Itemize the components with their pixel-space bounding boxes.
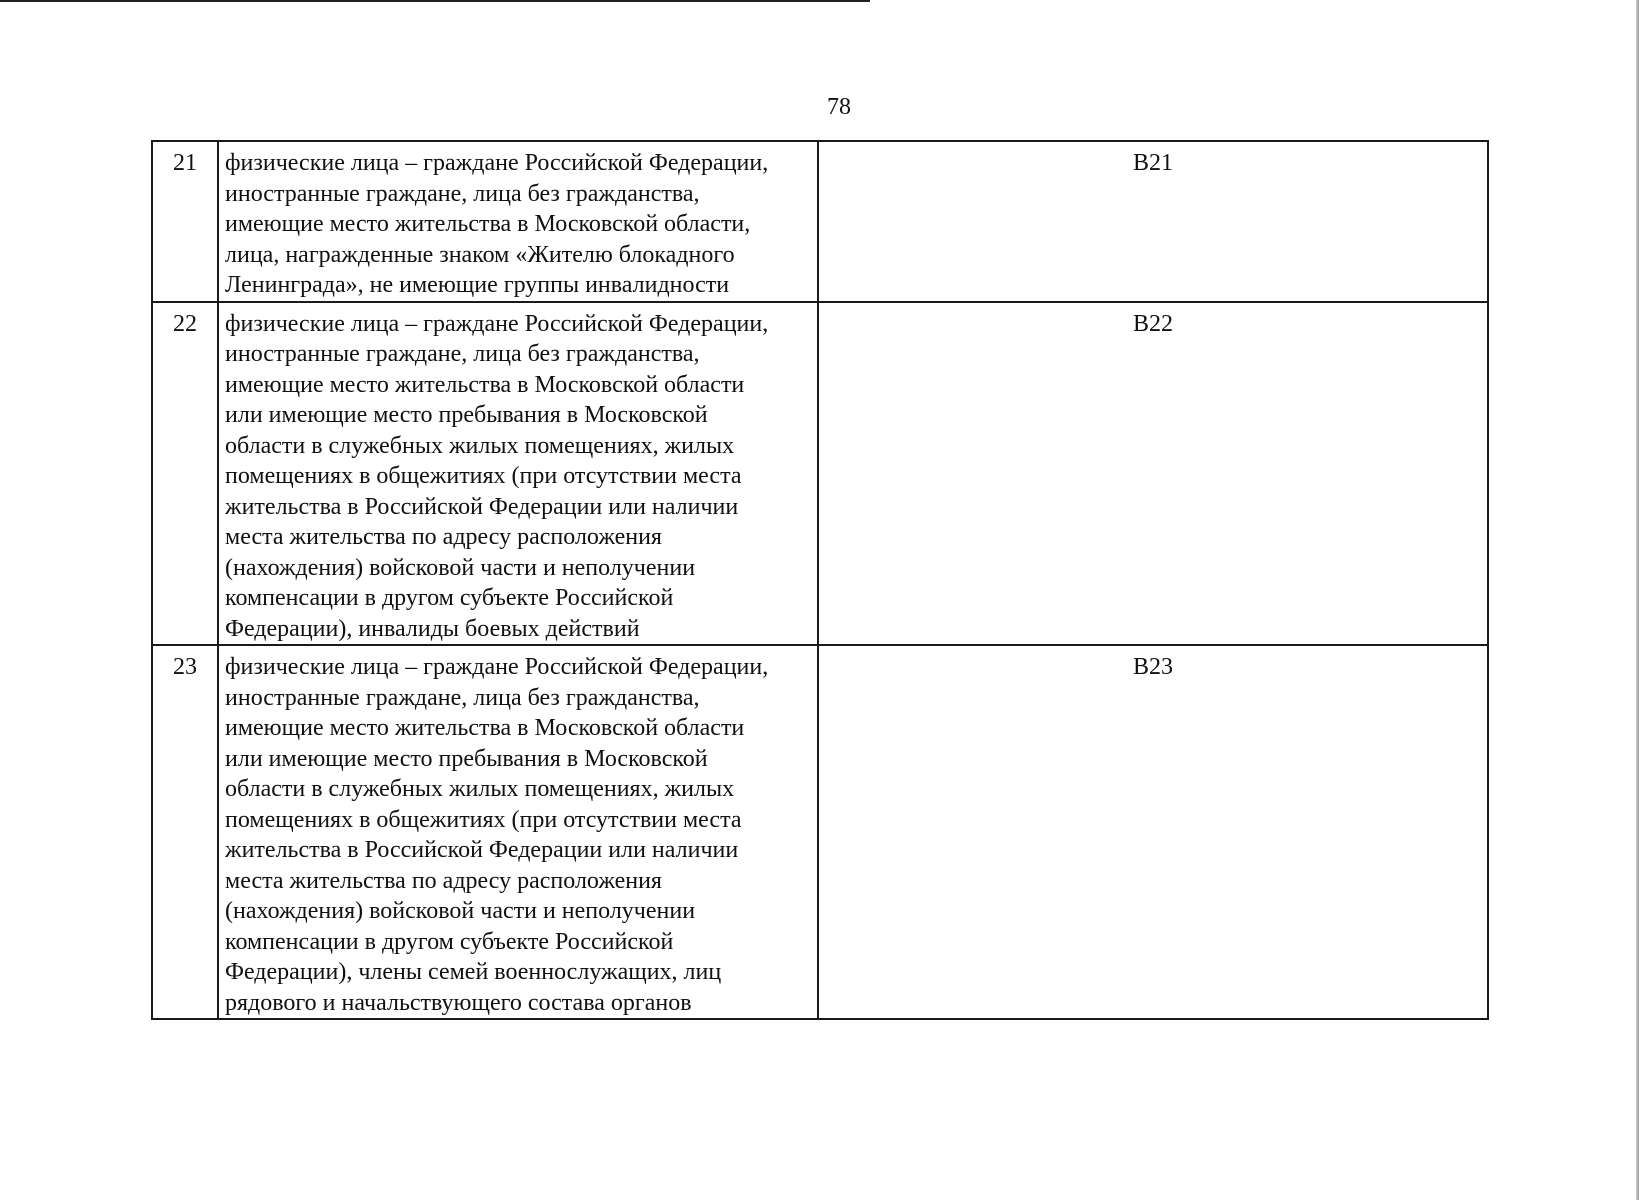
row-code: В22 — [818, 302, 1488, 646]
row-number: 21 — [152, 141, 218, 302]
description-line: иностранные граждане, лица без гражданства, — [225, 341, 700, 367]
description-line: физические лица – граждане Российской Федерации, — [225, 150, 769, 176]
description-line: имеющие место жительства в Московской области, — [225, 211, 751, 237]
row-description — [218, 302, 818, 646]
row-number: 23 — [152, 645, 218, 1019]
description-line: Ленинграда», не имеющие группы инвалидности — [225, 272, 730, 298]
row-description — [218, 645, 818, 1019]
description-line: (нахождения) войсковой части и неполучении — [225, 898, 696, 924]
description-line: помещениях в общежитиях (при отсутствии места — [225, 463, 742, 489]
description-line: (нахождения) войсковой части и неполучении — [225, 554, 696, 581]
description-line: или имеющие место пребывания в Московской — [225, 745, 708, 772]
description-line: области в служебных жилых помещениях, жилых — [225, 776, 735, 802]
description-line: места жительства по адресу расположения — [225, 867, 662, 894]
description-line: жительства в Российской Федерации или наличии — [225, 837, 739, 863]
description-line: компенсации в другом субъекте Российской — [225, 585, 674, 611]
description-line: помещениях в общежитиях (при отсутствии места — [225, 806, 742, 833]
description-line: Федерации), члены семей военнослужащих, лиц — [225, 959, 722, 985]
description-line: имеющие место жительства в Московской области — [225, 715, 745, 741]
page-number: 78 — [827, 94, 851, 120]
description-line: жительства в Российской Федерации или наличии — [225, 493, 739, 520]
row-description — [218, 141, 818, 302]
description-line: области в служебных жилых помещениях, жилых — [225, 432, 735, 459]
table-row — [152, 302, 1488, 646]
description-line: физические лица – граждане Российской Федерации, — [225, 654, 769, 680]
description-line: физические лица – граждане Российской Федерации, — [225, 310, 769, 337]
description-line: иностранные граждане, лица без гражданства, — [225, 180, 700, 207]
scan-edge-top — [0, 0, 870, 2]
description-line: или имеющие место пребывания в Московской — [225, 402, 708, 428]
description-line: иностранные граждане, лица без гражданства, — [225, 684, 700, 711]
description-line: рядового и начальствующего состава органов — [225, 989, 692, 1016]
description-line: компенсации в другом субъекте Российской — [225, 928, 674, 955]
table-row — [152, 141, 1488, 302]
description-line: имеющие место жительства в Московской области — [225, 371, 745, 398]
row-number: 22 — [152, 302, 218, 646]
row-code: В21 — [818, 141, 1488, 302]
description-line: лица, награжденные знаком «Жителю блокадного — [225, 241, 735, 268]
table-row — [152, 645, 1488, 1019]
description-line: места жительства по адресу расположения — [225, 524, 662, 550]
row-code: В23 — [818, 645, 1488, 1019]
description-line: Федерации), инвалиды боевых действий — [225, 615, 640, 642]
document-table — [151, 140, 1489, 1020]
